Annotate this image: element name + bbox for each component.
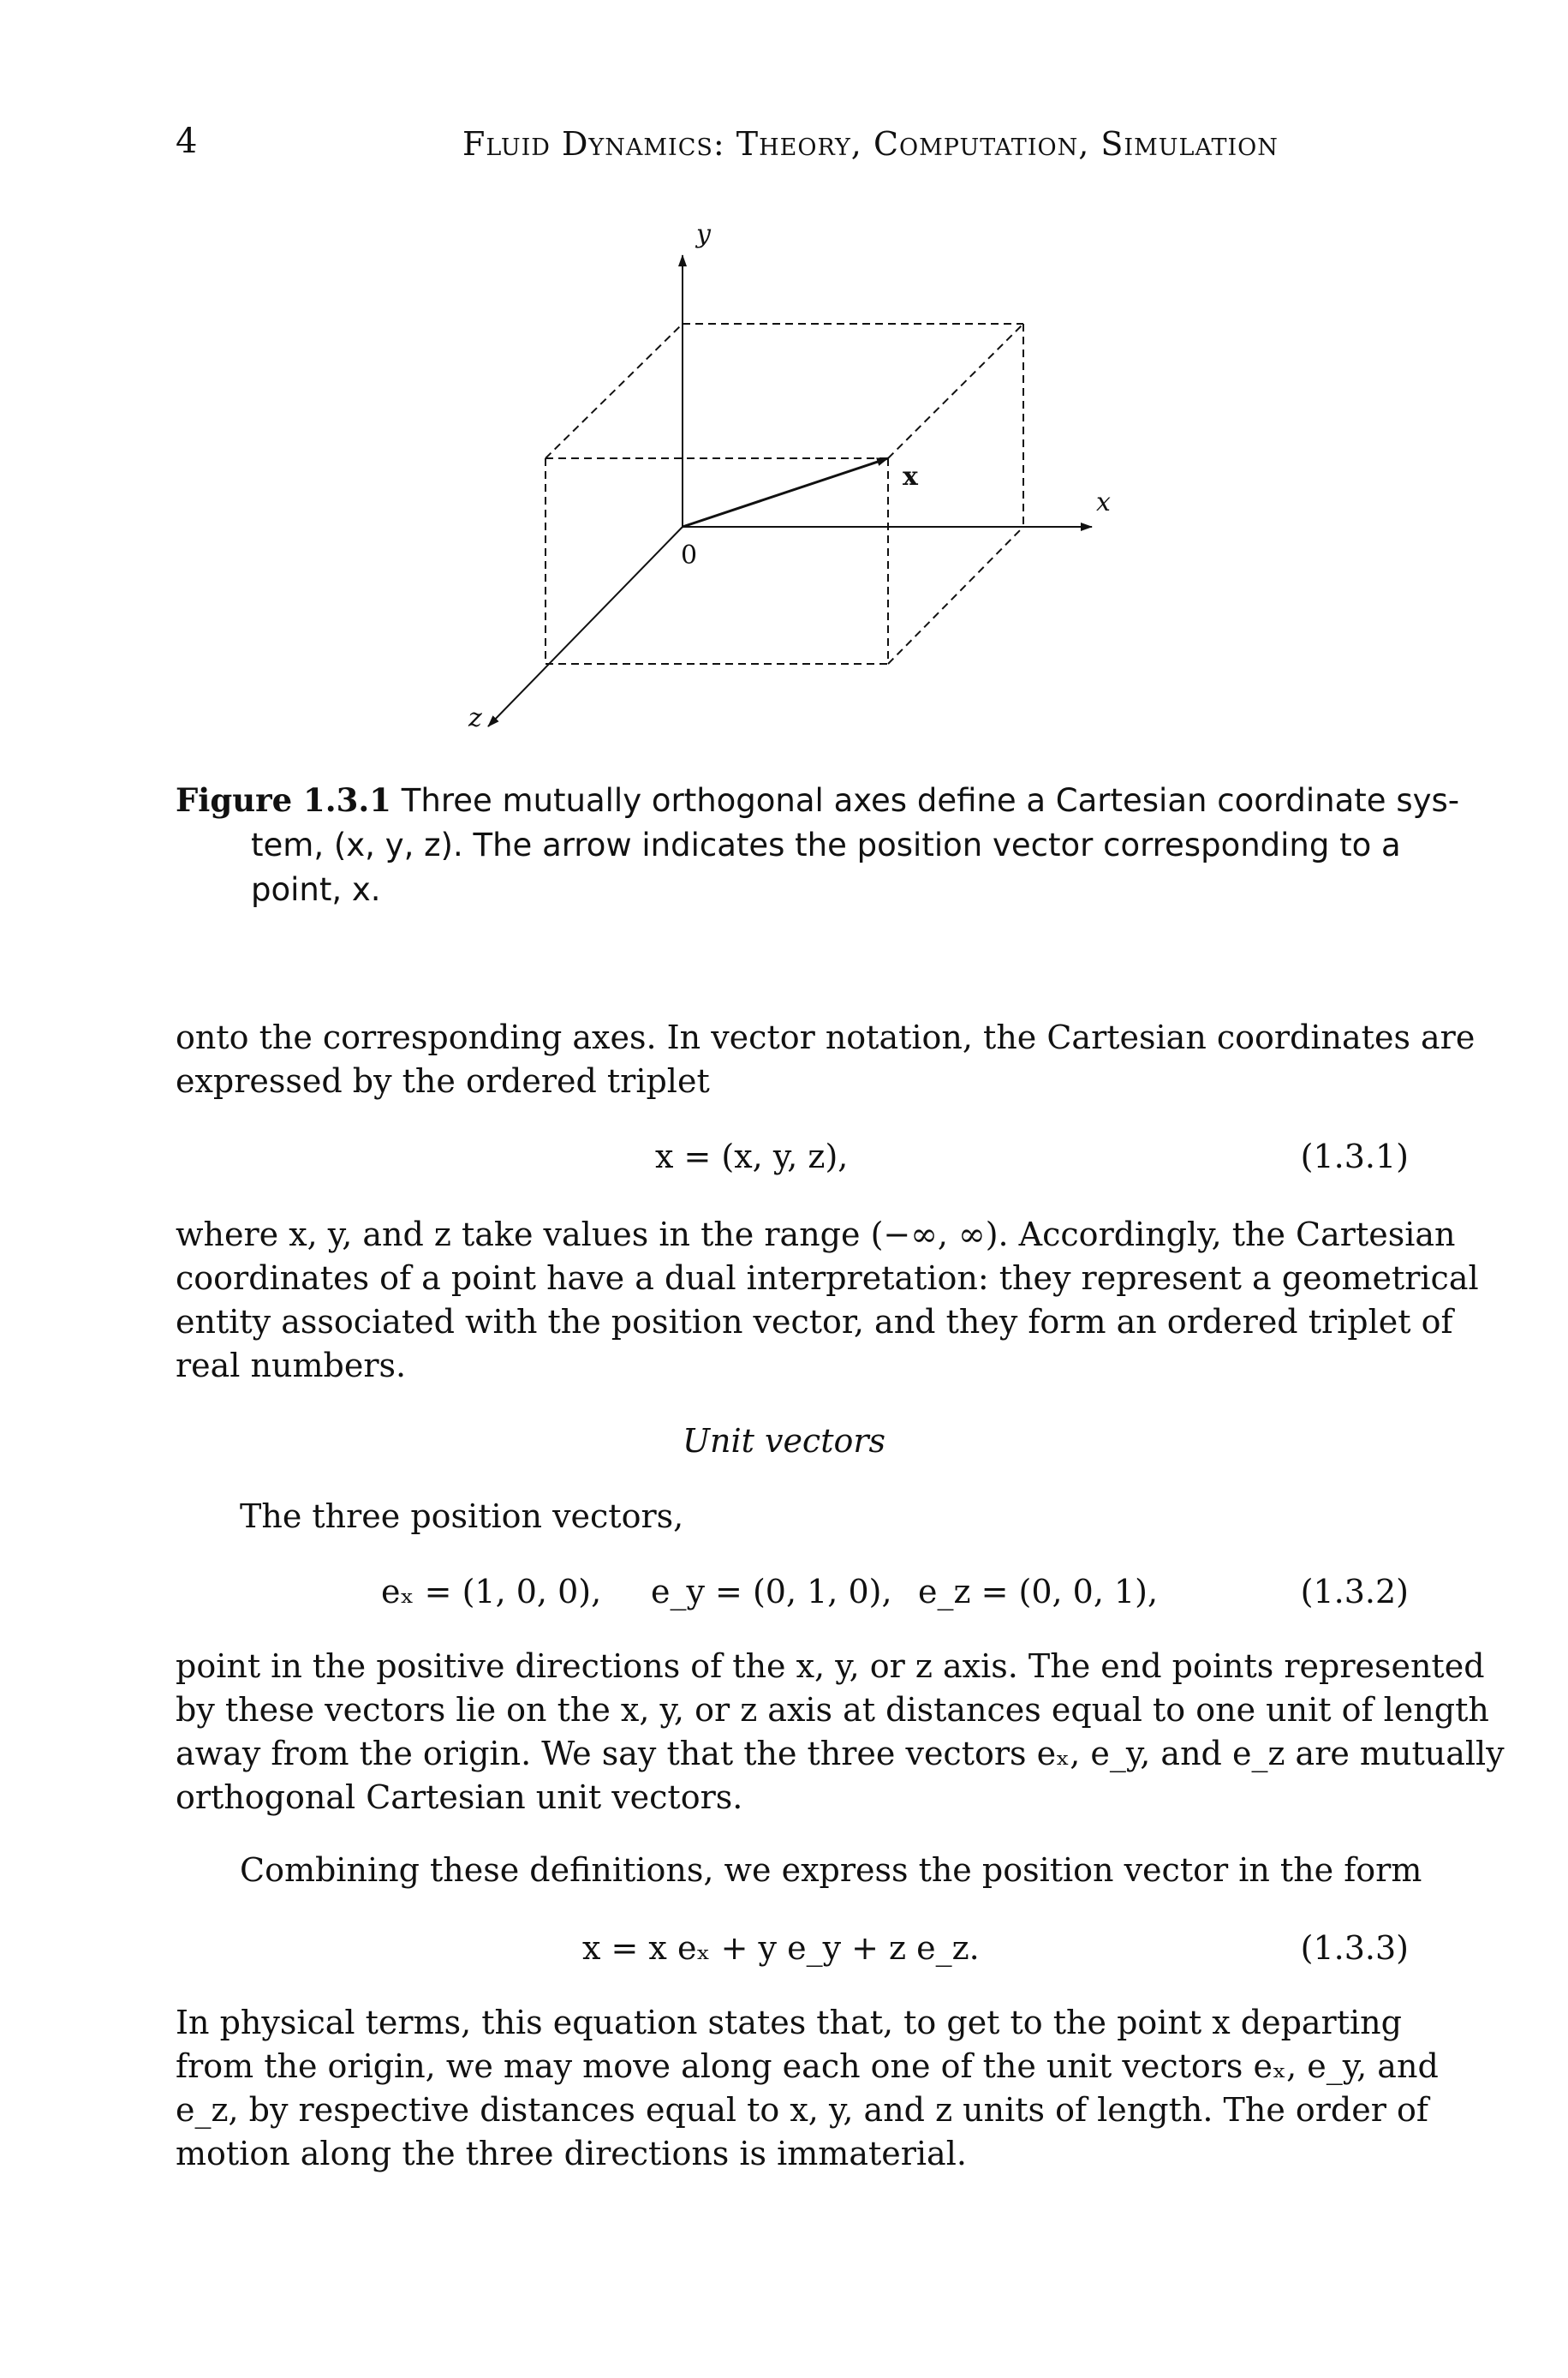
- paragraph-3: [176, 1495, 1409, 1539]
- para5-line-1: Combining these definitions, we express the position vector in the form: [240, 1851, 1422, 1889]
- para4-line-3: away from the origin. We say that the three vectors eₓ, e_y, and e_z are mutually: [176, 1735, 1505, 1772]
- equation-ey: e_y = (0, 1, 0),: [651, 1573, 892, 1610]
- equation-ex: eₓ = (1, 0, 0),: [381, 1573, 602, 1610]
- para2-line-3: entity associated with the position vector, and they form an ordered triplet of: [176, 1303, 1453, 1341]
- point-label: x: [903, 462, 918, 492]
- x-axis-label: x: [1096, 487, 1111, 517]
- figure-caption: [176, 778, 1460, 912]
- para6-line-2: from the origin, we may move along each one of the unit vectors eₓ, e_y, and: [176, 2047, 1439, 2085]
- z-axis: [488, 527, 683, 726]
- page-number: 4: [176, 122, 198, 161]
- caption-line-3: point, x.: [251, 871, 381, 908]
- equation-1-3-3: x = x eₓ + y e_y + z e_z.: [582, 1929, 980, 1967]
- paragraph-4: [176, 1645, 1505, 1819]
- para6-line-3: e_z, by respective distances equal to x, y, and z units of length. The order of: [176, 2091, 1428, 2129]
- paragraph-5: [176, 1849, 1422, 1892]
- caption-line-2: tem, (x, y, z). The arrow indicates the position vector corresponding to a: [251, 827, 1401, 863]
- equation-1-3-1: x = (x, y, z),: [655, 1138, 849, 1175]
- para4-line-2: by these vectors lie on the x, y, or z axis at distances equal to one unit of length: [176, 1691, 1489, 1729]
- running-title: Fluid Dynamics: Theory, Computation, Simulation: [462, 125, 1279, 163]
- equation-number-1-3-2: (1.3.2): [1300, 1573, 1409, 1610]
- para4-line-1: point in the positive directions of the x, y, or z axis. The end points represented: [176, 1647, 1485, 1685]
- paragraph-2: [176, 1213, 1479, 1388]
- equation-number-1-3-3: (1.3.3): [1300, 1929, 1409, 1967]
- caption-line-1: Three mutually orthogonal axes define a Cartesian coordinate sys-: [401, 782, 1460, 819]
- position-vector-arrow: [683, 458, 888, 527]
- para1-line-2: expressed by the ordered triplet: [176, 1062, 710, 1100]
- para3-line-1: The three position vectors,: [240, 1497, 684, 1535]
- para6-line-4: motion along the three directions is immaterial.: [176, 2135, 967, 2172]
- caption-label: Figure 1.3.1: [176, 781, 392, 819]
- para1-line-1: onto the corresponding axes. In vector notation, the Cartesian coordinates are: [176, 1019, 1476, 1056]
- z-axis-label: z: [468, 703, 482, 733]
- para6-line-1: In physical terms, this equation states that, to get to the point x departing: [176, 2004, 1402, 2041]
- section-subheading: Unit vectors: [682, 1422, 886, 1460]
- coordinate-system-figure: [0, 0, 1568, 771]
- origin-label: 0: [681, 541, 698, 571]
- equation-number-1-3-1: (1.3.1): [1300, 1138, 1409, 1175]
- equation-ez: e_z = (0, 0, 1),: [918, 1573, 1159, 1610]
- para2-line-2: coordinates of a point have a dual interpretation: they represent a geometrical: [176, 1259, 1479, 1297]
- paragraph-1: [176, 1016, 1476, 1103]
- paragraph-6: [176, 2001, 1439, 2176]
- para2-line-1: where x, y, and z take values in the range (−∞, ∞). Accordingly, the Cartesian: [176, 1216, 1456, 1253]
- y-axis-label: y: [696, 219, 711, 249]
- para2-line-4: real numbers.: [176, 1347, 407, 1384]
- para4-line-4: orthogonal Cartesian unit vectors.: [176, 1778, 743, 1816]
